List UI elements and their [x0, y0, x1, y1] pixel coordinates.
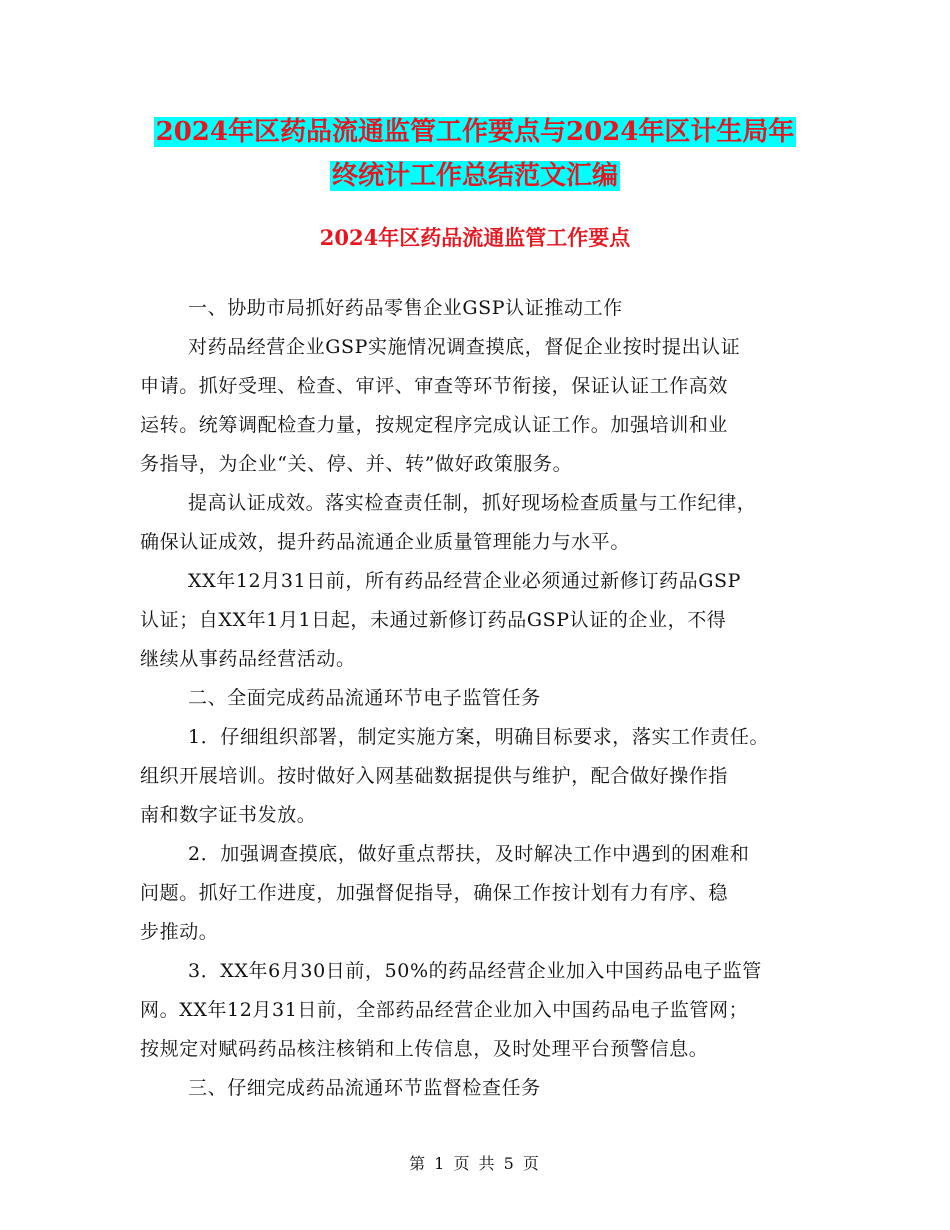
- paragraph-line: 3．XX年6月30日前，50%的药品经营企业加入中国药品电子监管: [188, 960, 762, 982]
- document-title-line-1: [0, 112, 950, 152]
- heading-2: 二、全面完成药品流通环节电子监管任务: [188, 687, 541, 709]
- paragraph-line: 问题。抓好工作进度，加强督促指导，确保工作按计划有力有序、稳: [140, 882, 729, 904]
- paragraph-line: 对药品经营企业GSP实施情况调查摸底，督促企业按时提出认证: [188, 336, 741, 358]
- paragraph-line: 认证；自XX年1月1日起，未通过新修订药品GSP认证的企业，不得: [140, 609, 727, 631]
- paragraph-line: 2．加强调查摸底，做好重点帮扶，及时解决工作中遇到的困难和: [188, 843, 750, 865]
- paragraph-line: XX年12月31日前，所有药品经营企业必须通过新修订药品GSP: [188, 570, 741, 592]
- paragraph-line: 运转。统筹调配检查力量，按规定程序完成认证工作。加强培训和业: [140, 414, 729, 436]
- page-footer: 第 1 页 共 5 页: [409, 1154, 541, 1173]
- paragraph-line: 务指导，为企业“关、停、并、转”做好政策服务。: [140, 453, 573, 475]
- heading-1: 一、协助市局抓好药品零售企业GSP认证推动工作: [188, 297, 623, 319]
- paragraph-line: 南和数字证书发放。: [140, 804, 317, 826]
- paragraph-line: 网。XX年12月31日前，全部药品经营企业加入中国药品电子监管网；: [140, 999, 749, 1021]
- paragraph-line: 确保认证成效，提升药品流通企业质量管理能力与水平。: [140, 531, 631, 553]
- document-title-line-2: [0, 156, 950, 196]
- heading-3: 三、仔细完成药品流通环节监督检查任务: [188, 1077, 541, 1099]
- section-title: 2024年区药品流通监管工作要点: [319, 225, 631, 250]
- document-title-line-2-text: 终统计工作总结范文汇编: [331, 161, 618, 191]
- paragraph-line: 继续从事药品经营活动。: [140, 648, 356, 670]
- paragraph-line: 1．仔细组织部署，制定实施方案，明确目标要求，落实工作责任。: [188, 726, 770, 748]
- paragraph-line: 步推动。: [140, 921, 219, 943]
- paragraph-line: 提高认证成效。落实检查责任制，抓好现场检查质量与工作纪律，: [188, 492, 757, 514]
- paragraph-line: 按规定对赋码药品核注核销和上传信息，及时处理平台预警信息。: [140, 1038, 709, 1060]
- paragraph-line: 申请。抓好受理、检查、审评、审查等环节衔接，保证认证工作高效: [140, 375, 729, 397]
- paragraph-line: 组织开展培训。按时做好入网基础数据提供与维护，配合做好操作指: [140, 765, 729, 787]
- document-title-line-1-text: 2024年区药品流通监管工作要点与2024年区计生局年: [155, 117, 795, 147]
